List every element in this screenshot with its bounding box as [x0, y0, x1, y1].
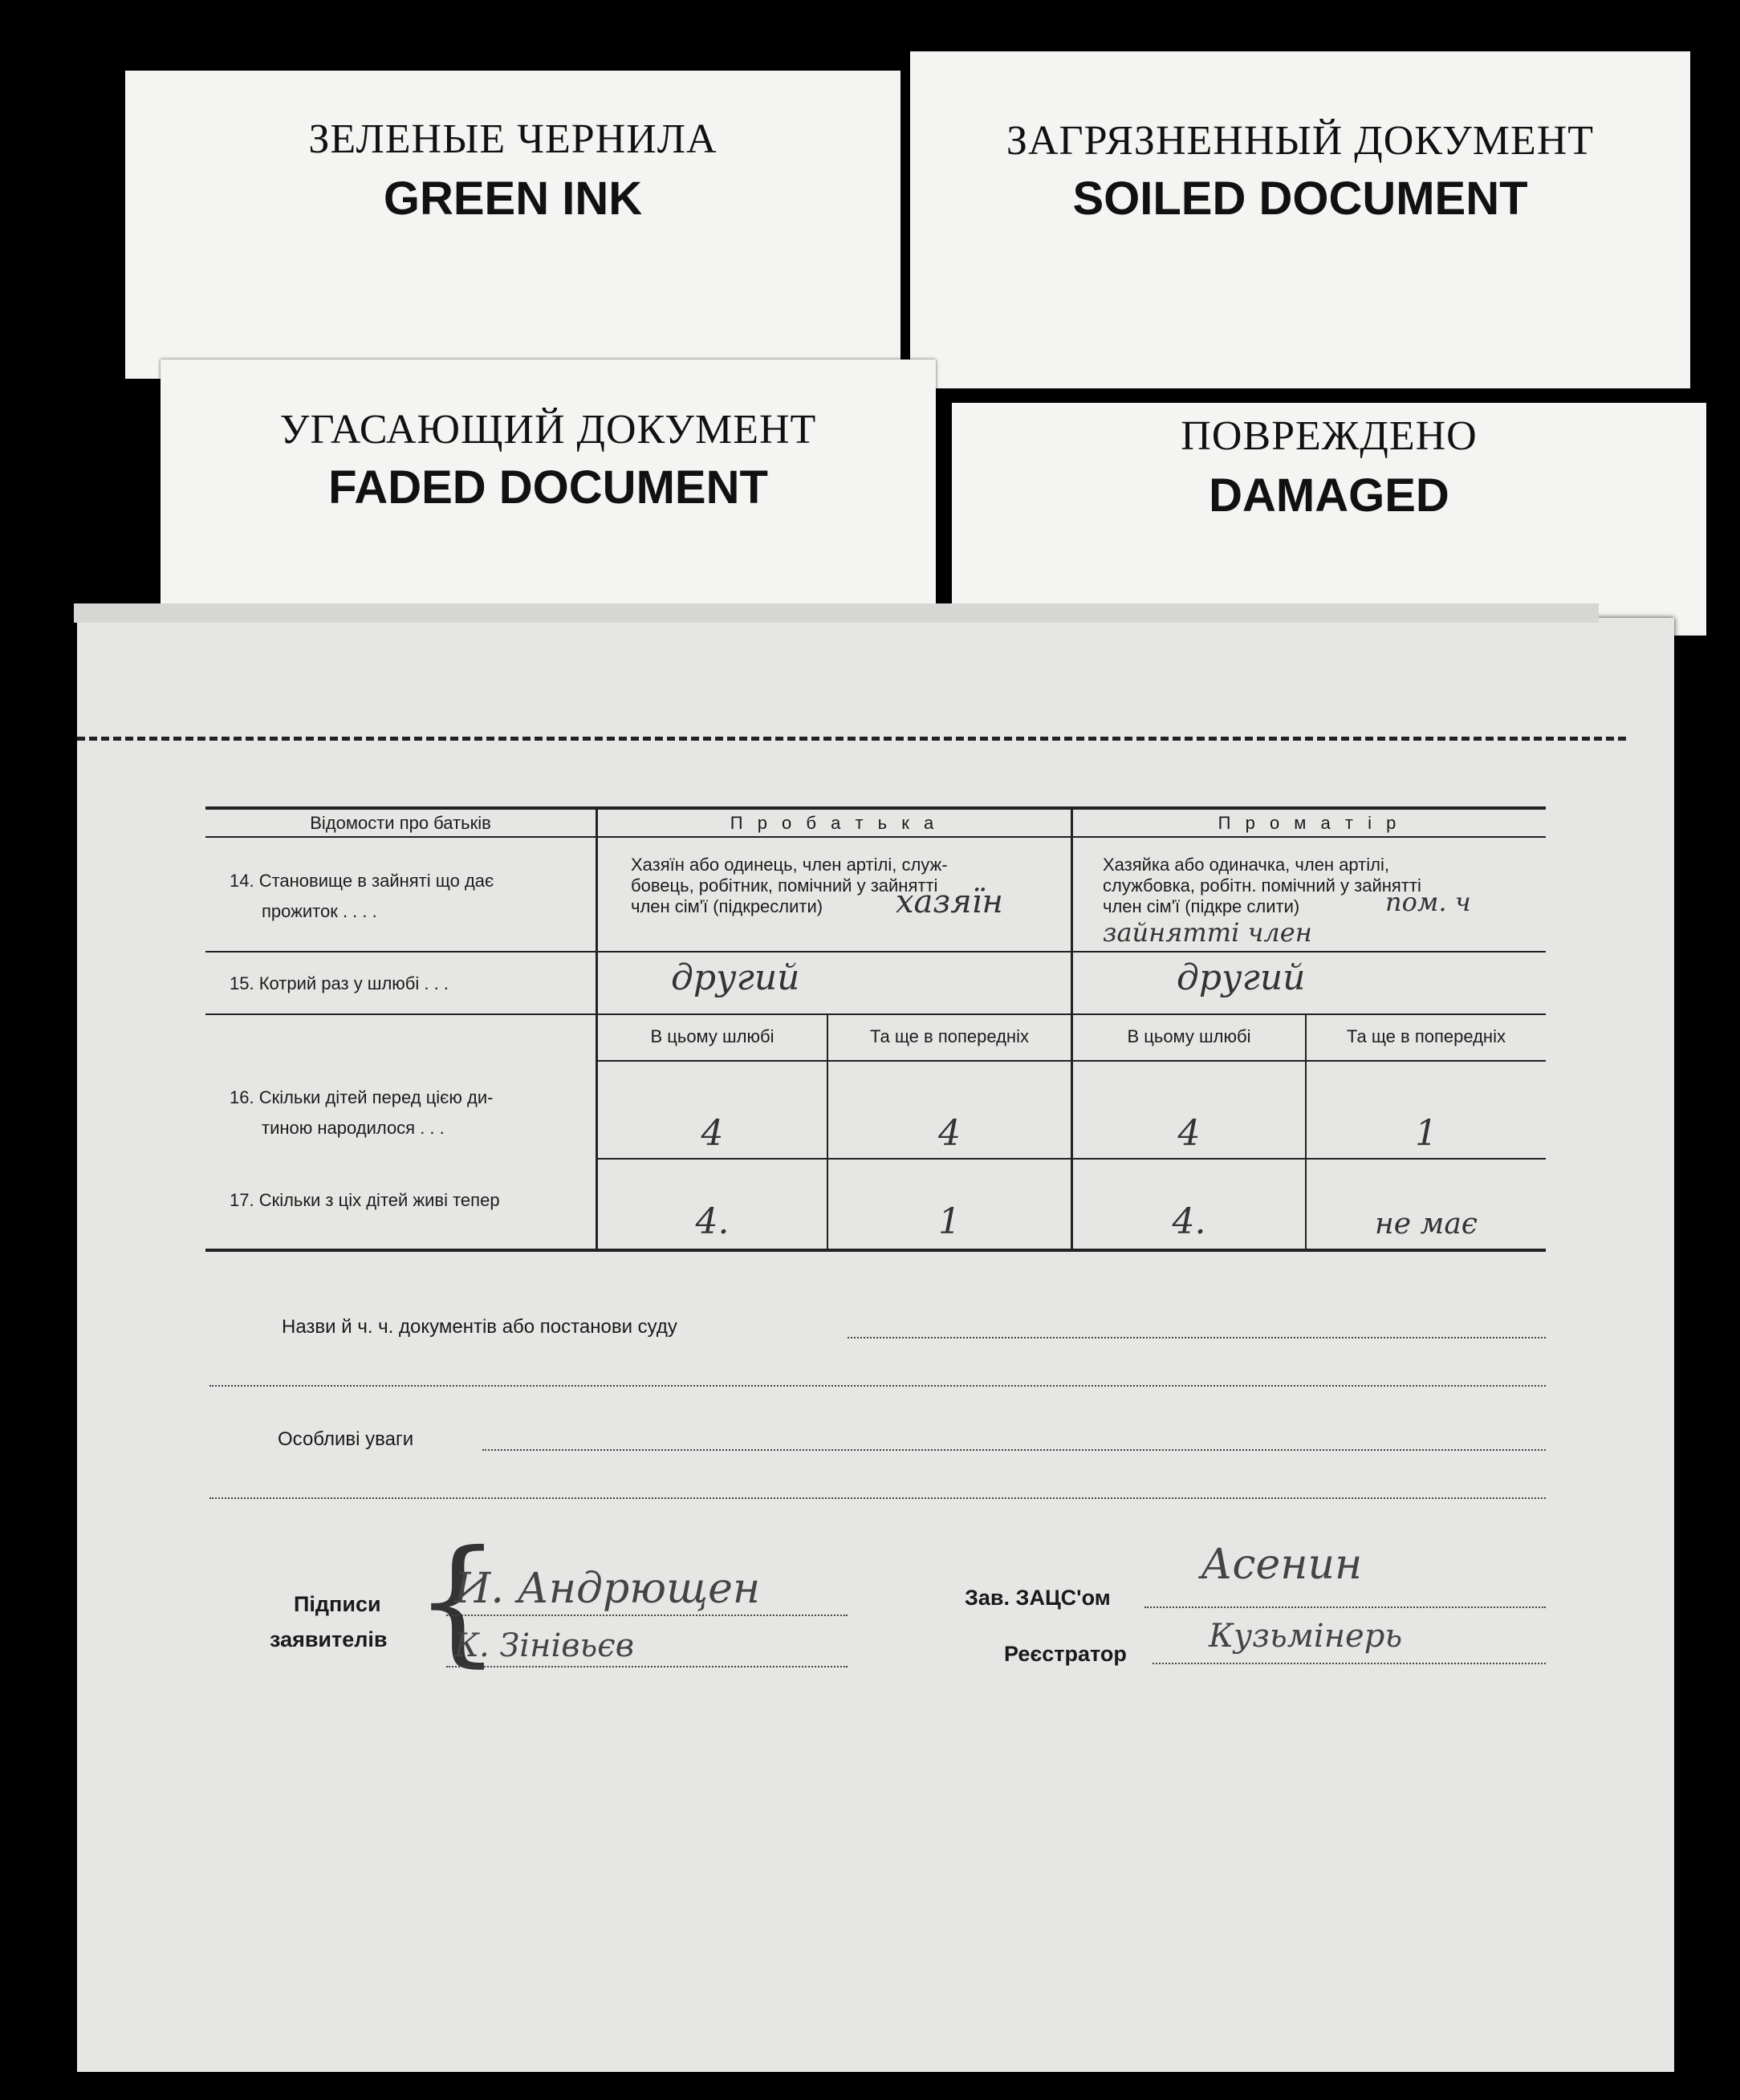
header-father: П р о б а т ь к а — [730, 813, 939, 833]
head-zags-line — [1144, 1606, 1546, 1608]
applicant-signature-2: К. Зінівьєв — [454, 1627, 634, 1664]
label-green-ink — [125, 71, 900, 379]
registrar-signature: Кузьмінерь — [1209, 1618, 1403, 1655]
row15-label: 15. Котрий раз у шлюбі . . . — [230, 973, 449, 993]
label-faded-document — [161, 359, 936, 624]
head-zags-signature: Асенин — [1201, 1541, 1363, 1589]
row14-father-a: Хазяїн або одинець, член артілі, служ- — [631, 855, 948, 875]
green-ink-en: GREEN INK — [383, 173, 643, 225]
row14-mother-a: Хазяйка або одиначка, член артілі, — [1103, 855, 1389, 875]
subheader-father-this: В цьому шлюбі — [650, 1026, 774, 1046]
row15-mother-handwritten: другий — [1177, 957, 1306, 998]
parents-table — [205, 806, 1546, 1252]
row17-mother-this: 4. — [1172, 1201, 1206, 1242]
soiled-en: SOILED DOCUMENT — [1072, 173, 1528, 225]
notes-label: Особливі уваги — [278, 1428, 414, 1450]
row14-mother-c: член сім'ї (підкре слити) — [1103, 896, 1300, 916]
header-mother: П р о м а т і р — [1218, 813, 1401, 833]
row14-father-c: член сім'ї (підкреслити) — [631, 896, 823, 916]
label-damaged — [952, 403, 1706, 636]
row14-mother-handwritten-1: пом. ч — [1385, 887, 1471, 917]
green-ink-ru: ЗЕЛЕНЫЕ ЧЕРНИЛА — [308, 116, 718, 162]
row15-father-handwritten: другий — [671, 957, 800, 998]
faded-ru: УГАСАЮЩИЙ ДОКУМЕНТ — [279, 407, 817, 453]
registrar-label: Реєстратор — [1004, 1642, 1127, 1666]
row16-father-this: 4 — [701, 1113, 724, 1154]
notes-line-1 — [482, 1449, 1546, 1451]
subheader-mother-this: В цьому шлюбі — [1127, 1026, 1251, 1046]
row14-father-b: бовець, робітник, помічний у зайнятті — [631, 875, 938, 896]
row14-mother-b: службовка, робітн. помічний у зайнятті — [1103, 875, 1421, 896]
row14-label-b: прожиток . . . . — [262, 901, 377, 921]
row17-label: 17. Скільки з ціх дітей живі тепер — [230, 1190, 500, 1210]
damaged-ru: ПОВРЕЖДЕНО — [1181, 413, 1478, 459]
soiled-ru: ЗАГРЯЗНЕННЫЙ ДОКУМЕНТ — [1006, 118, 1595, 164]
applicant-line-1 — [446, 1615, 848, 1616]
row17-mother-prev: не має — [1375, 1208, 1478, 1241]
row14-label-a: 14. Становище в зайняті що дає — [230, 871, 494, 891]
faded-en: FADED DOCUMENT — [328, 461, 768, 514]
row16-mother-this: 4 — [1177, 1113, 1201, 1154]
perforation-line — [77, 737, 1626, 741]
row17-father-prev: 1 — [938, 1201, 961, 1242]
documents-label: Назви й ч. ч. документів або постанови суду — [282, 1316, 677, 1338]
signatures-brace: { — [414, 1521, 502, 1680]
row16-label-b: тиною народилося . . . — [262, 1118, 445, 1138]
documents-line-1 — [848, 1337, 1546, 1338]
row14-father-handwritten: хазяїн — [896, 883, 1003, 920]
head-zags-label: Зав. ЗАЦС'ом — [965, 1586, 1111, 1610]
header-parents-info: Відомости про батьків — [310, 813, 491, 833]
form-sheet — [77, 618, 1674, 2072]
signatures-label-a: Підписи — [294, 1592, 381, 1616]
notes-line-2 — [209, 1497, 1546, 1499]
sheet-edge — [74, 603, 1599, 623]
row16-label-a: 16. Скільки дітей перед цією ди- — [230, 1087, 494, 1107]
applicant-line-2 — [446, 1666, 848, 1667]
damaged-en: DAMAGED — [1209, 469, 1449, 522]
subheader-father-prev: Та ще в попередніх — [870, 1026, 1029, 1046]
row14-mother-handwritten-2: зайнятті член — [1103, 917, 1312, 948]
label-soiled-document — [910, 51, 1690, 388]
documents-line-2 — [209, 1385, 1546, 1387]
subheader-mother-prev: Та ще в попередніх — [1347, 1026, 1506, 1046]
registrar-line — [1153, 1663, 1546, 1664]
signatures-label-b: заявителів — [270, 1627, 388, 1651]
row17-father-this: 4. — [695, 1201, 730, 1242]
row16-father-prev: 4 — [938, 1113, 961, 1154]
row16-mother-prev: 1 — [1415, 1113, 1437, 1154]
applicant-signature-1: И. Андрющен — [454, 1565, 761, 1613]
